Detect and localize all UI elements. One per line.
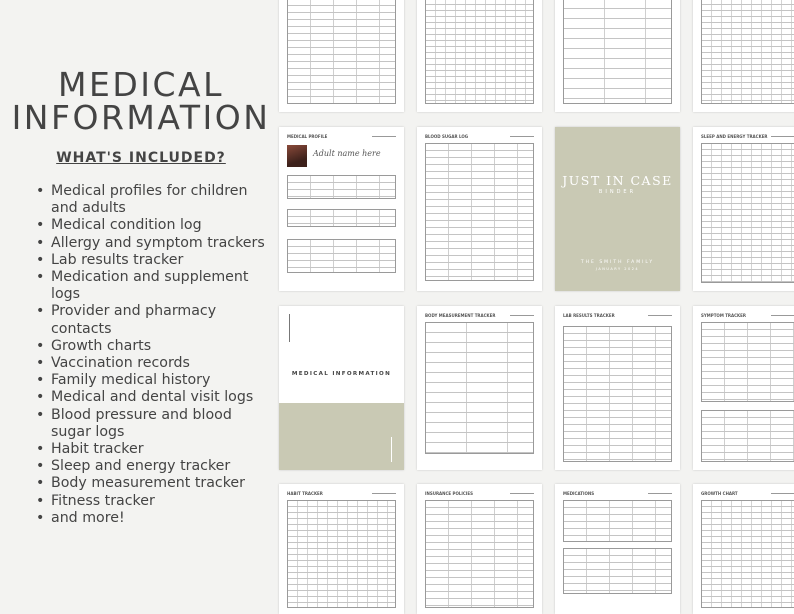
divider-line [391, 437, 392, 462]
feature-item: • Body measurement tracker [36, 475, 276, 492]
table-grid [425, 500, 534, 608]
feature-item: • Medication and supplement logs [36, 269, 276, 303]
page-header [701, 133, 794, 139]
page-header [425, 312, 534, 318]
feature-list [36, 183, 276, 527]
cover-subtitle: BINDER [598, 189, 637, 195]
profile-name: Adult name here [313, 149, 381, 158]
thumbnail-body-measurement [417, 306, 542, 470]
subheading: WHAT'S INCLUDED? [56, 150, 226, 166]
table-grid [425, 322, 534, 454]
table-grid [287, 500, 396, 608]
thumbnail-growth-chart [693, 484, 794, 614]
thumbnail-family-history [279, 0, 404, 112]
table-grid [425, 143, 534, 281]
table-grid [287, 175, 396, 199]
cover-family: THE SMITH FAMILY [580, 260, 655, 265]
divider-line [289, 314, 290, 342]
info-panel [0, 0, 272, 596]
page-title: MEDICATIONS [563, 490, 595, 496]
feature-item: • Medical and dental visit logs [36, 389, 276, 406]
page-header [425, 133, 534, 139]
table-grid [563, 326, 672, 462]
cover-title: JUST IN CASE [562, 173, 673, 188]
page-title: GROWTH CHART [701, 490, 738, 496]
heading-line-1: MEDICAL [58, 65, 224, 104]
table-grid [287, 239, 396, 273]
feature-item: • Vaccination records [36, 355, 276, 372]
thumbnail-sleep-tracker [693, 127, 794, 291]
thumbnail-insurance [417, 484, 542, 614]
thumbnail-symptom-tracker [693, 306, 794, 470]
page-header [701, 312, 794, 318]
feature-item: • Family medical history [36, 372, 276, 389]
page-title: SYMPTOM TRACKER [701, 312, 746, 318]
page-header [287, 490, 396, 496]
thumbnail-medical-profile [279, 127, 404, 291]
profile-photo [287, 145, 307, 167]
thumbnail-divider [279, 306, 404, 470]
table-grid [563, 0, 672, 104]
thumbnail-cover [555, 127, 680, 291]
thumbnail-habit-tracker [279, 484, 404, 614]
feature-item: • and more! [36, 510, 276, 527]
heading-line-2: INFORMATION [11, 98, 271, 137]
divider-title: MEDICAL INFORMATION [291, 371, 392, 377]
table-grid [701, 410, 794, 462]
table-grid [563, 500, 672, 542]
feature-item: • Growth charts [36, 338, 276, 355]
feature-item: • Allergy and symptom trackers [36, 235, 276, 252]
table-grid [701, 143, 794, 283]
page-title: BODY MEASUREMENT TRACKER [425, 312, 496, 318]
page-header [425, 490, 534, 496]
table-grid [287, 0, 396, 104]
page-header [701, 490, 794, 496]
cover-date: JANUARY 2024 [595, 267, 640, 271]
thumbnail-visit-log [417, 0, 542, 112]
table-grid [701, 0, 794, 104]
thumbnail-medications [555, 484, 680, 614]
table-grid [287, 209, 396, 227]
feature-item: • Sleep and energy tracker [36, 458, 276, 475]
table-grid [701, 500, 794, 608]
page-title: INSURANCE POLICIES [425, 490, 473, 496]
feature-item: • Habit tracker [36, 441, 276, 458]
page-header [287, 133, 396, 139]
feature-item: • Lab results tracker [36, 252, 276, 269]
page-title: MEDICAL PROFILE [287, 133, 328, 139]
divider-color-block [279, 403, 404, 470]
page-header [563, 312, 672, 318]
page-title: HABIT TRACKER [287, 490, 323, 496]
thumbnail-provider-contacts [555, 0, 680, 112]
thumbnail-vaccination [693, 0, 794, 112]
table-grid [425, 0, 534, 104]
table-grid [563, 548, 672, 594]
feature-item: • Medical condition log [36, 217, 276, 234]
table-grid [701, 322, 794, 402]
feature-item: • Provider and pharmacy contacts [36, 303, 276, 337]
feature-item: • Blood pressure and blood sugar logs [36, 407, 276, 441]
feature-item: • Fitness tracker [36, 493, 276, 510]
main-heading [0, 65, 282, 137]
thumbnail-lab-results [555, 306, 680, 470]
page-title: BLOOD SUGAR LOG [425, 133, 469, 139]
page-title: SLEEP AND ENERGY TRACKER [701, 133, 768, 139]
page-header [563, 490, 672, 496]
page-title: LAB RESULTS TRACKER [563, 312, 615, 318]
feature-item: • Medical profiles for children and adults [36, 183, 276, 217]
thumbnail-blood-sugar-log [417, 127, 542, 291]
